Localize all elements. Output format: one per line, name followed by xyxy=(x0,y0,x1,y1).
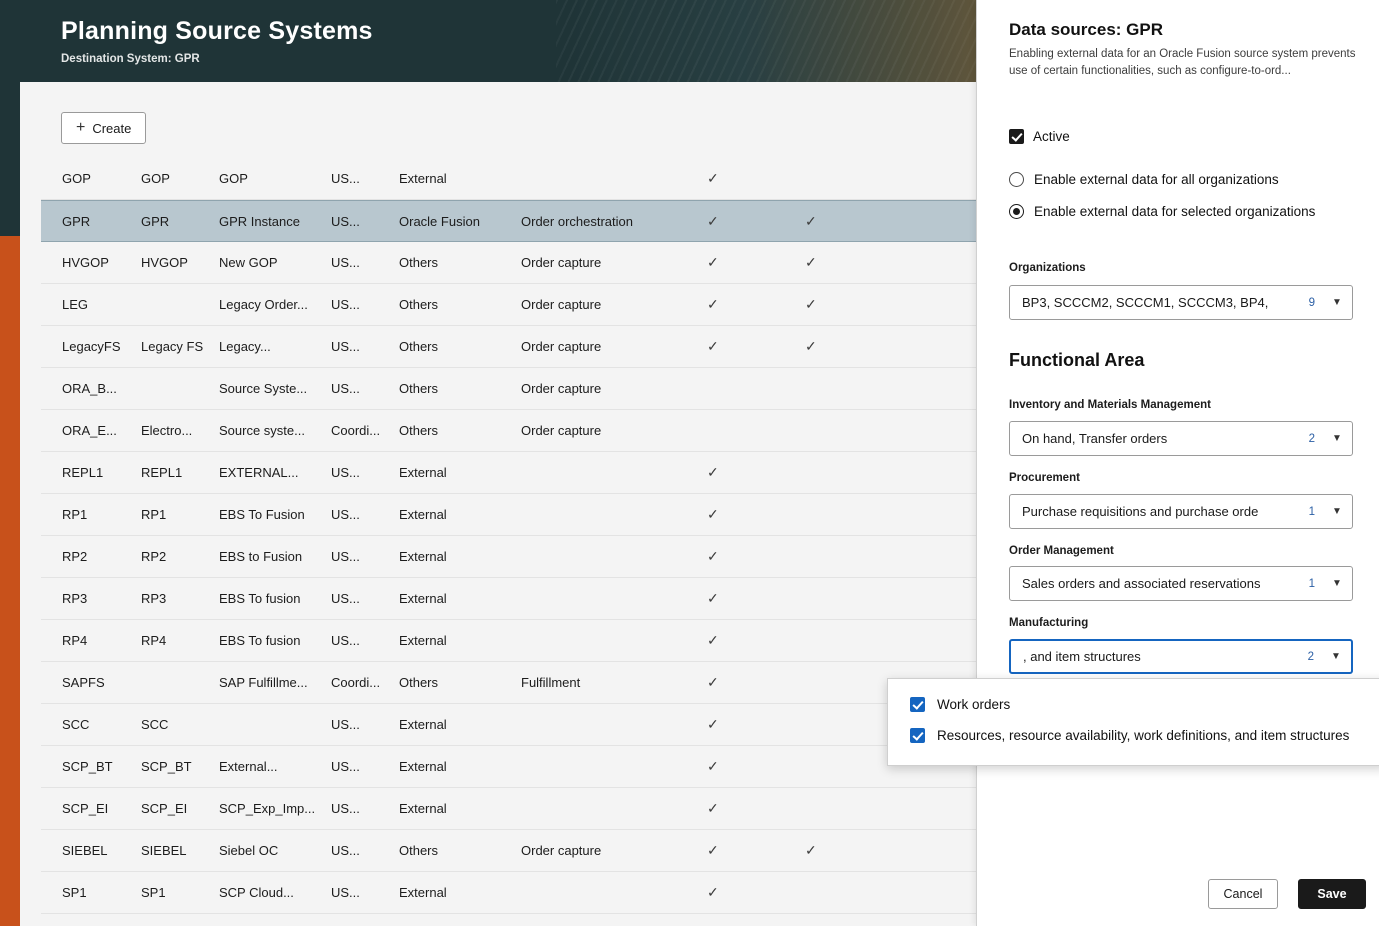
source-systems-table[interactable] xyxy=(41,158,976,914)
cell-abbr: REPL1 xyxy=(141,465,183,480)
field-label-order-management: Order Management xyxy=(1009,545,1114,557)
table-row[interactable] xyxy=(41,830,976,872)
checkbox-icon[interactable] xyxy=(910,728,925,743)
bottom-accent-strip xyxy=(0,918,20,926)
table-row[interactable] xyxy=(41,200,976,242)
cell-flag-1: ✓ xyxy=(707,212,719,229)
cell-abbr: SCC xyxy=(141,717,169,732)
cell-type: Others xyxy=(399,339,439,354)
cell-version: US... xyxy=(331,717,360,732)
cell-abbr: GOP xyxy=(141,171,170,186)
cell-flag-2: ✓ xyxy=(805,254,817,270)
cell-name: Source syste... xyxy=(219,423,305,438)
table-row[interactable] xyxy=(41,788,976,830)
cell-type: External xyxy=(399,549,447,564)
organizations-value: BP3, SCCCM2, SCCCM1, SCCCM3, BP4, xyxy=(1022,295,1269,310)
order-management-select[interactable] xyxy=(1009,566,1353,601)
chevron-down-icon[interactable]: ▼ xyxy=(1331,651,1341,662)
cell-type: Others xyxy=(399,843,439,858)
panel-title: Data sources: GPR xyxy=(1009,20,1163,39)
cell-flag-1: ✓ xyxy=(707,170,719,186)
dropdown-option-label: Work orders xyxy=(937,697,1011,712)
cell-name: GPR Instance xyxy=(219,213,300,229)
cell-type: External xyxy=(399,759,447,774)
cell-flag-1: ✓ xyxy=(707,506,719,522)
cell-abbr: SCP_EI xyxy=(141,801,188,816)
table-row[interactable] xyxy=(41,410,976,452)
table-row[interactable] xyxy=(41,704,976,746)
procurement-value: Purchase requisitions and purchase orde xyxy=(1022,504,1259,519)
cell-code: LegacyFS xyxy=(62,339,121,354)
organizations-select[interactable] xyxy=(1009,285,1353,320)
cell-flag-1: ✓ xyxy=(707,800,719,816)
manufacturing-count-badge: 2 xyxy=(1307,650,1314,663)
cell-name: New GOP xyxy=(219,255,278,270)
inventory-value: On hand, Transfer orders xyxy=(1022,431,1168,446)
cancel-button[interactable]: Cancel xyxy=(1208,879,1278,909)
cell-flag-1: ✓ xyxy=(707,884,719,900)
chevron-down-icon[interactable]: ▼ xyxy=(1332,506,1342,517)
cell-usage: Order capture xyxy=(521,339,602,354)
cell-type: External xyxy=(399,171,447,186)
cell-usage: Order capture xyxy=(521,297,602,312)
page-subtitle: Destination System: GPR xyxy=(61,53,200,65)
cell-type: External xyxy=(399,885,447,900)
cell-version: US... xyxy=(331,339,360,354)
dropdown-option[interactable] xyxy=(888,689,1379,720)
cell-name: External... xyxy=(219,759,278,774)
table-toolbar xyxy=(61,112,146,144)
chevron-down-icon[interactable]: ▼ xyxy=(1332,578,1342,589)
panel-footer xyxy=(977,856,1379,926)
cell-version: US... xyxy=(331,759,360,774)
cell-abbr: Legacy FS xyxy=(141,339,204,354)
chevron-down-icon[interactable]: ▼ xyxy=(1332,297,1342,308)
cell-flag-1: ✓ xyxy=(707,590,719,606)
cell-type: External xyxy=(399,633,447,648)
panel-description: Enabling external data for an Oracle Fusion source system prevents use of certain functionalities, such as configure-to-ord... xyxy=(1009,48,1356,77)
cell-abbr: SIEBEL xyxy=(141,843,187,858)
dropdown-option[interactable] xyxy=(888,720,1379,751)
cell-name: EXTERNAL... xyxy=(219,465,299,480)
cell-type: Others xyxy=(399,675,439,690)
cell-version: US... xyxy=(331,843,360,858)
field-label-manufacturing: Manufacturing xyxy=(1009,617,1089,629)
manufacturing-value: , and item structures xyxy=(1023,649,1141,664)
data-sources-panel xyxy=(976,0,1379,926)
order-management-value: Sales orders and associated reservations xyxy=(1022,576,1261,591)
table-row[interactable] xyxy=(41,872,976,914)
manufacturing-select[interactable] xyxy=(1009,639,1353,674)
cell-flag-1: ✓ xyxy=(707,296,719,312)
cell-code: RP4 xyxy=(62,633,88,648)
table-row[interactable] xyxy=(41,284,976,326)
create-button-label: Create xyxy=(92,120,132,136)
table-row[interactable] xyxy=(41,578,976,620)
cell-abbr: HVGOP xyxy=(141,255,188,270)
cell-name: GOP xyxy=(219,171,248,186)
cell-abbr: SP1 xyxy=(141,885,166,900)
procurement-select[interactable] xyxy=(1009,494,1353,529)
cell-code: RP1 xyxy=(62,507,88,522)
cell-name: SCP Cloud... xyxy=(219,885,294,900)
table-row[interactable] xyxy=(41,662,976,704)
cell-abbr: RP1 xyxy=(141,507,167,522)
cell-flag-1: ✓ xyxy=(707,548,719,564)
chevron-down-icon[interactable]: ▼ xyxy=(1332,433,1342,444)
cell-usage: Order capture xyxy=(521,381,602,396)
cell-usage: Order orchestration xyxy=(521,213,633,229)
cell-version: US... xyxy=(331,297,360,312)
cell-code: ORA_E... xyxy=(62,423,117,438)
cell-version: US... xyxy=(331,885,360,900)
cell-flag-1: ✓ xyxy=(707,674,719,690)
plus-icon: + xyxy=(76,119,86,136)
cell-type: Others xyxy=(399,297,439,312)
cell-version: Coordi... xyxy=(331,675,381,690)
cell-code: GOP xyxy=(62,171,91,186)
inventory-count-badge: 2 xyxy=(1308,432,1315,445)
cell-name: SAP Fulfillme... xyxy=(219,675,308,690)
cell-version: US... xyxy=(331,381,360,396)
cell-code: RP3 xyxy=(62,591,88,606)
cell-type: External xyxy=(399,801,447,816)
inventory-select[interactable] xyxy=(1009,421,1353,456)
cell-flag-2: ✓ xyxy=(805,338,817,354)
table-row[interactable] xyxy=(41,326,976,368)
cell-usage: Fulfillment xyxy=(521,675,581,690)
table-row[interactable] xyxy=(41,746,976,788)
cell-code: SCP_EI xyxy=(62,801,109,816)
cell-flag-1: ✓ xyxy=(707,716,719,732)
cell-flag-1: ✓ xyxy=(707,464,719,480)
cell-name: Source Syste... xyxy=(219,381,308,396)
cell-type: Others xyxy=(399,255,439,270)
cell-code: RP2 xyxy=(62,549,88,564)
manufacturing-dropdown[interactable] xyxy=(887,678,1379,766)
cell-code: GPR xyxy=(62,213,91,229)
header-decoration xyxy=(556,0,976,82)
cell-usage: Order capture xyxy=(521,843,602,858)
active-checkbox-row[interactable] xyxy=(1009,129,1070,144)
cell-version: US... xyxy=(331,465,360,480)
cell-name: Siebel OC xyxy=(219,843,279,858)
cell-flag-1: ✓ xyxy=(707,254,719,270)
field-label-inventory: Inventory and Materials Management xyxy=(1009,399,1211,411)
cell-type: Oracle Fusion xyxy=(399,213,480,229)
cell-type: External xyxy=(399,591,447,606)
cell-code: SP1 xyxy=(62,885,87,900)
cell-abbr: RP4 xyxy=(141,633,167,648)
order-management-count-badge: 1 xyxy=(1308,577,1315,590)
left-rail-accent xyxy=(0,236,20,926)
cell-flag-2: ✓ xyxy=(805,296,817,312)
cell-type: External xyxy=(399,465,447,480)
table-row[interactable] xyxy=(41,536,976,578)
table-row[interactable] xyxy=(41,620,976,662)
procurement-count-badge: 1 xyxy=(1308,505,1315,518)
cell-code: LEG xyxy=(62,297,89,312)
organizations-count-badge: 9 xyxy=(1308,296,1315,309)
cell-name: EBS To fusion xyxy=(219,591,301,606)
radio-icon-selected[interactable] xyxy=(1009,204,1024,219)
cell-code: SCC xyxy=(62,717,90,732)
checkbox-icon[interactable] xyxy=(910,697,925,712)
cell-name: Legacy... xyxy=(219,339,271,354)
cell-type: Others xyxy=(399,423,439,438)
cell-code: SAPFS xyxy=(62,675,105,690)
radio-selected-organizations[interactable] xyxy=(1009,204,1315,219)
cell-version: US... xyxy=(331,549,360,564)
cell-version: US... xyxy=(331,255,360,270)
cell-abbr: GPR xyxy=(141,213,170,229)
cell-abbr: RP3 xyxy=(141,591,167,606)
page-title: Planning Source Systems xyxy=(61,17,373,45)
radio-all-organizations[interactable] xyxy=(1009,172,1279,187)
table-row[interactable] xyxy=(41,242,976,284)
content-card xyxy=(20,82,976,926)
cell-name: EBS To Fusion xyxy=(219,507,305,522)
cell-usage: Order capture xyxy=(521,255,602,270)
cell-flag-1: ✓ xyxy=(707,632,719,648)
cell-abbr: Electro... xyxy=(141,423,193,438)
active-label: Active xyxy=(1033,129,1070,144)
cell-name: EBS To fusion xyxy=(219,633,301,648)
radio-icon[interactable] xyxy=(1009,172,1024,187)
checkbox-icon[interactable] xyxy=(1009,129,1024,144)
cell-usage: Order capture xyxy=(521,423,602,438)
radio-all-organizations-label: Enable external data for all organizations xyxy=(1034,172,1279,187)
cell-name: Legacy Order... xyxy=(219,297,308,312)
left-rail-dark xyxy=(0,0,20,236)
cell-version: US... xyxy=(331,801,360,816)
cell-version: US... xyxy=(331,171,360,186)
cell-code: HVGOP xyxy=(62,255,109,270)
cell-version: US... xyxy=(331,213,360,229)
cell-version: Coordi... xyxy=(331,423,381,438)
cell-abbr: SCP_BT xyxy=(141,759,192,774)
field-label-procurement: Procurement xyxy=(1009,472,1080,484)
cell-type: External xyxy=(399,717,447,732)
cell-name: EBS to Fusion xyxy=(219,549,303,564)
radio-selected-organizations-label: Enable external data for selected organizations xyxy=(1034,204,1316,219)
cell-version: US... xyxy=(331,633,360,648)
create-button[interactable] xyxy=(61,112,146,144)
cell-name: SCP_Exp_Imp... xyxy=(219,801,316,816)
cell-code: ORA_B... xyxy=(62,381,117,396)
cell-flag-2: ✓ xyxy=(805,842,817,858)
cell-type: Others xyxy=(399,381,439,396)
cell-version: US... xyxy=(331,507,360,522)
functional-area-heading: Functional Area xyxy=(1009,350,1145,370)
table-row[interactable] xyxy=(41,158,976,200)
cell-code: REPL1 xyxy=(62,465,104,480)
cell-code: SCP_BT xyxy=(62,759,113,774)
table-row[interactable] xyxy=(41,494,976,536)
dropdown-option-label: Resources, resource availability, work definitions, and item structures xyxy=(937,728,1350,743)
cell-version: US... xyxy=(331,591,360,606)
cell-type: External xyxy=(399,507,447,522)
save-button[interactable]: Save xyxy=(1298,879,1366,909)
table-row[interactable] xyxy=(41,452,976,494)
cell-code: SIEBEL xyxy=(62,843,108,858)
cell-abbr: RP2 xyxy=(141,549,167,564)
cell-flag-2: ✓ xyxy=(805,212,817,229)
organizations-label: Organizations xyxy=(1009,262,1086,274)
cell-flag-1: ✓ xyxy=(707,338,719,354)
table-row[interactable] xyxy=(41,368,976,410)
cell-flag-1: ✓ xyxy=(707,758,719,774)
cell-flag-1: ✓ xyxy=(707,842,719,858)
